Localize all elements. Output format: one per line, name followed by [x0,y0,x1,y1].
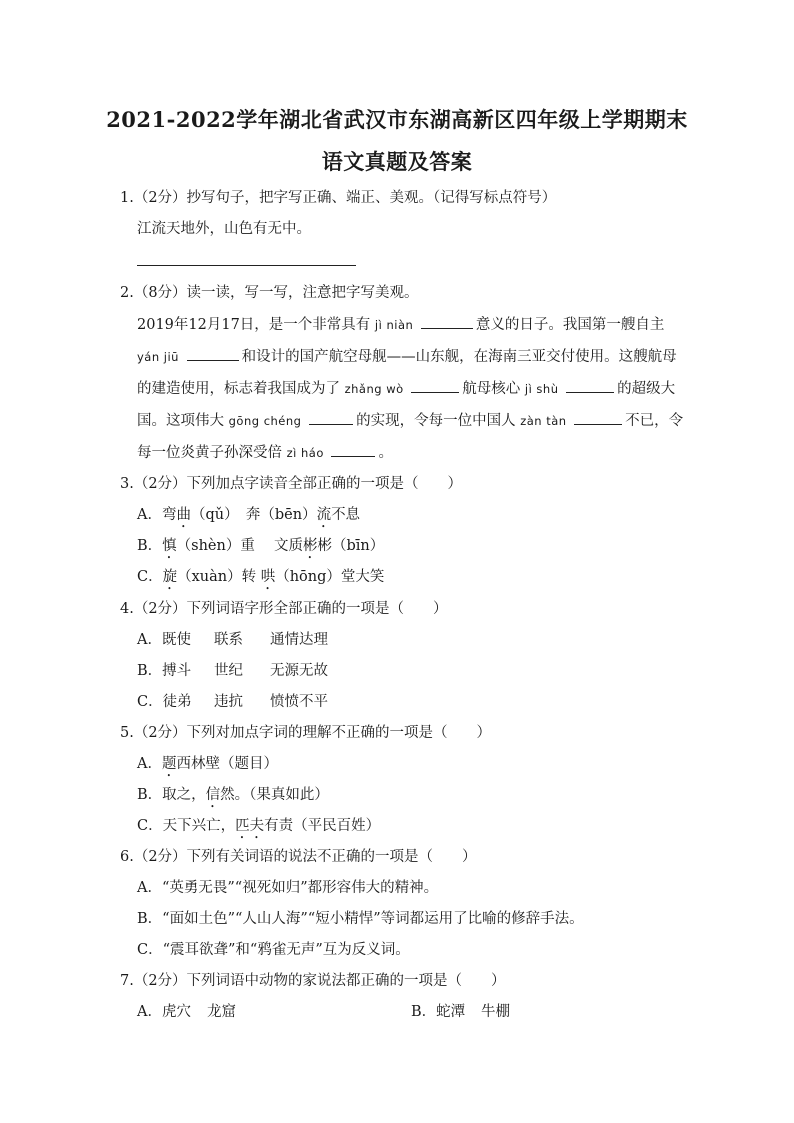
option-word: 违抗 [214,694,243,710]
option-text: 有责（平民百姓） [264,818,381,834]
option-text: 然。（果真如此） [220,787,329,803]
q5-option-c[interactable] [137,814,380,842]
answer-blank[interactable] [574,423,622,425]
answer-blank[interactable] [331,455,375,457]
option-text: B． [137,538,163,554]
dotted-char: 题 [161,756,177,772]
option-word: B．搏斗 [137,663,192,679]
q4-stem: 4.（2分）下列词语字形全部正确的一项是（ ） [120,601,448,617]
option-text: （xuàn）转 [177,569,261,585]
pinyin-zi-hao: zì háo [286,446,324,460]
option-word: A．虎穴 [137,1004,191,1020]
option-text: （qǔ） 奔（bēn） [190,507,317,523]
answer-blank[interactable] [421,327,473,329]
option-text: 不息 [331,507,361,523]
option-text: （shèn）重 文质 [176,538,303,554]
option-word: 愤愤不平 [270,694,328,710]
dotted-char: 流 [316,507,332,523]
option-word: C．徒弟 [137,694,192,710]
option-text: A． [137,756,162,772]
option-word: 联系 [214,632,243,648]
answer-blank[interactable] [187,359,239,361]
q1-answer-line [137,265,356,266]
option-word: 通情达理 [270,632,328,648]
option-text: C．天下兴亡， [137,818,236,834]
pinyin-yan-jiu: yán jiū [137,350,179,364]
q7-option-b[interactable] [411,1000,510,1021]
q3-option-b[interactable] [137,534,384,562]
q4-option-a[interactable] [137,628,328,649]
option-text: 西林壁（题目） [176,756,278,772]
pinyin-ji-nian: jì niàn [374,318,414,332]
q2-text: 不已，令 [625,413,684,429]
q3-stem: 3.（2分）下列加点字读音全部正确的一项是（ ） [120,476,463,492]
answer-blank[interactable] [566,391,614,393]
q2-paragraph-line-2 [137,345,677,366]
option-word: A．既使 [137,632,191,648]
q2-text: 国。这项伟大 [137,413,224,429]
q2-text: 每一位炎黄子孙深受倍 [137,445,282,461]
document-title-line-1: 2021-2022学年湖北省武汉市东湖高新区四年级上学期期末 [106,107,688,132]
q5-option-b[interactable] [137,783,329,811]
pinyin-zan-tan: zàn tàn [520,414,567,428]
dotted-char: 匹夫 [235,818,265,834]
q2-paragraph-line-4 [137,409,683,430]
option-text: B．取之， [137,787,206,803]
q7-stem: 7.（2分）下列词语中动物的家说法都正确的一项是（ ） [120,973,506,989]
dotted-char: 慎 [162,538,177,554]
q3-option-a[interactable] [137,503,360,531]
answer-blank[interactable] [309,423,353,425]
q2-paragraph-line-1 [137,313,664,334]
q2-paragraph-line-3 [137,377,675,398]
option-word: 无源无故 [270,663,328,679]
q2-text: 和设计的国产航空母舰——山东舰，在海南三亚交付使用。这艘航母 [241,349,677,365]
q6-option-a[interactable]: A．“英勇无畏”“视死如归”都形容伟大的精神。 [137,880,439,896]
q5-option-a[interactable] [137,752,278,780]
q2-text: 的实现，令每一位中国人 [356,413,516,429]
dotted-char: 曲 [176,507,191,523]
q2-text: 2019年12月17日，是一个非常具有 [137,317,371,333]
q4-option-b[interactable] [137,659,328,680]
dotted-char: 彬 [302,538,318,554]
option-word: 龙窟 [207,1004,236,1020]
q1-sentence: 江流天地外，山色有无中。 [137,221,311,237]
q6-option-b[interactable]: B．“面如土色”“人山人海”“短小精悍”等词都运用了比喻的修辞手法。 [137,911,584,927]
q2-paragraph-line-5 [137,441,393,462]
q2-text: 。 [378,445,393,461]
q2-text: 意义的日子。我国第一艘自主 [475,317,665,333]
q7-option-a[interactable] [137,1000,236,1021]
pinyin-gong-cheng: gōng chéng [228,414,302,428]
document-title-line-2: 语文真题及答案 [321,149,473,174]
answer-blank[interactable] [411,391,459,393]
q6-stem: 6.（2分）下列有关词语的说法不正确的一项是（ ） [120,849,477,865]
q2-stem: 2.（8分）读一读，写一写，注意把字写美观。 [120,285,419,301]
q2-text: 航母核心 [462,381,521,397]
q2-text: 的超级大 [617,381,676,397]
q5-stem: 5.（2分）下列对加点字词的理解不正确的一项是（ ） [120,725,492,741]
pinyin-zhang-wo: zhǎng wò [344,382,404,396]
option-text: C． [137,569,163,585]
dotted-char: 哄 [260,569,276,585]
dotted-char: 信 [205,787,221,803]
option-word: 世纪 [214,663,243,679]
q4-option-c[interactable] [137,690,328,711]
q6-option-c[interactable]: C．“震耳欲聋”和“鸦雀无声”互为反义词。 [137,942,410,958]
q2-text: 的建造使用，标志着我国成为了 [137,381,340,397]
q3-option-c[interactable] [137,565,384,593]
pinyin-ji-shu: jì shù [524,382,559,396]
q1-stem: 1.（2分）抄写句子，把字写正确、端正、美观。（记得写标点符号） [120,190,557,206]
option-text: A．弯 [137,507,177,523]
option-text: 彬（bīn） [317,538,385,554]
option-text: （hōng）堂大笑 [275,569,385,585]
option-word: B．蛇潭 [411,1004,466,1020]
dotted-char: 旋 [162,569,178,585]
option-word: 牛棚 [481,1004,510,1020]
